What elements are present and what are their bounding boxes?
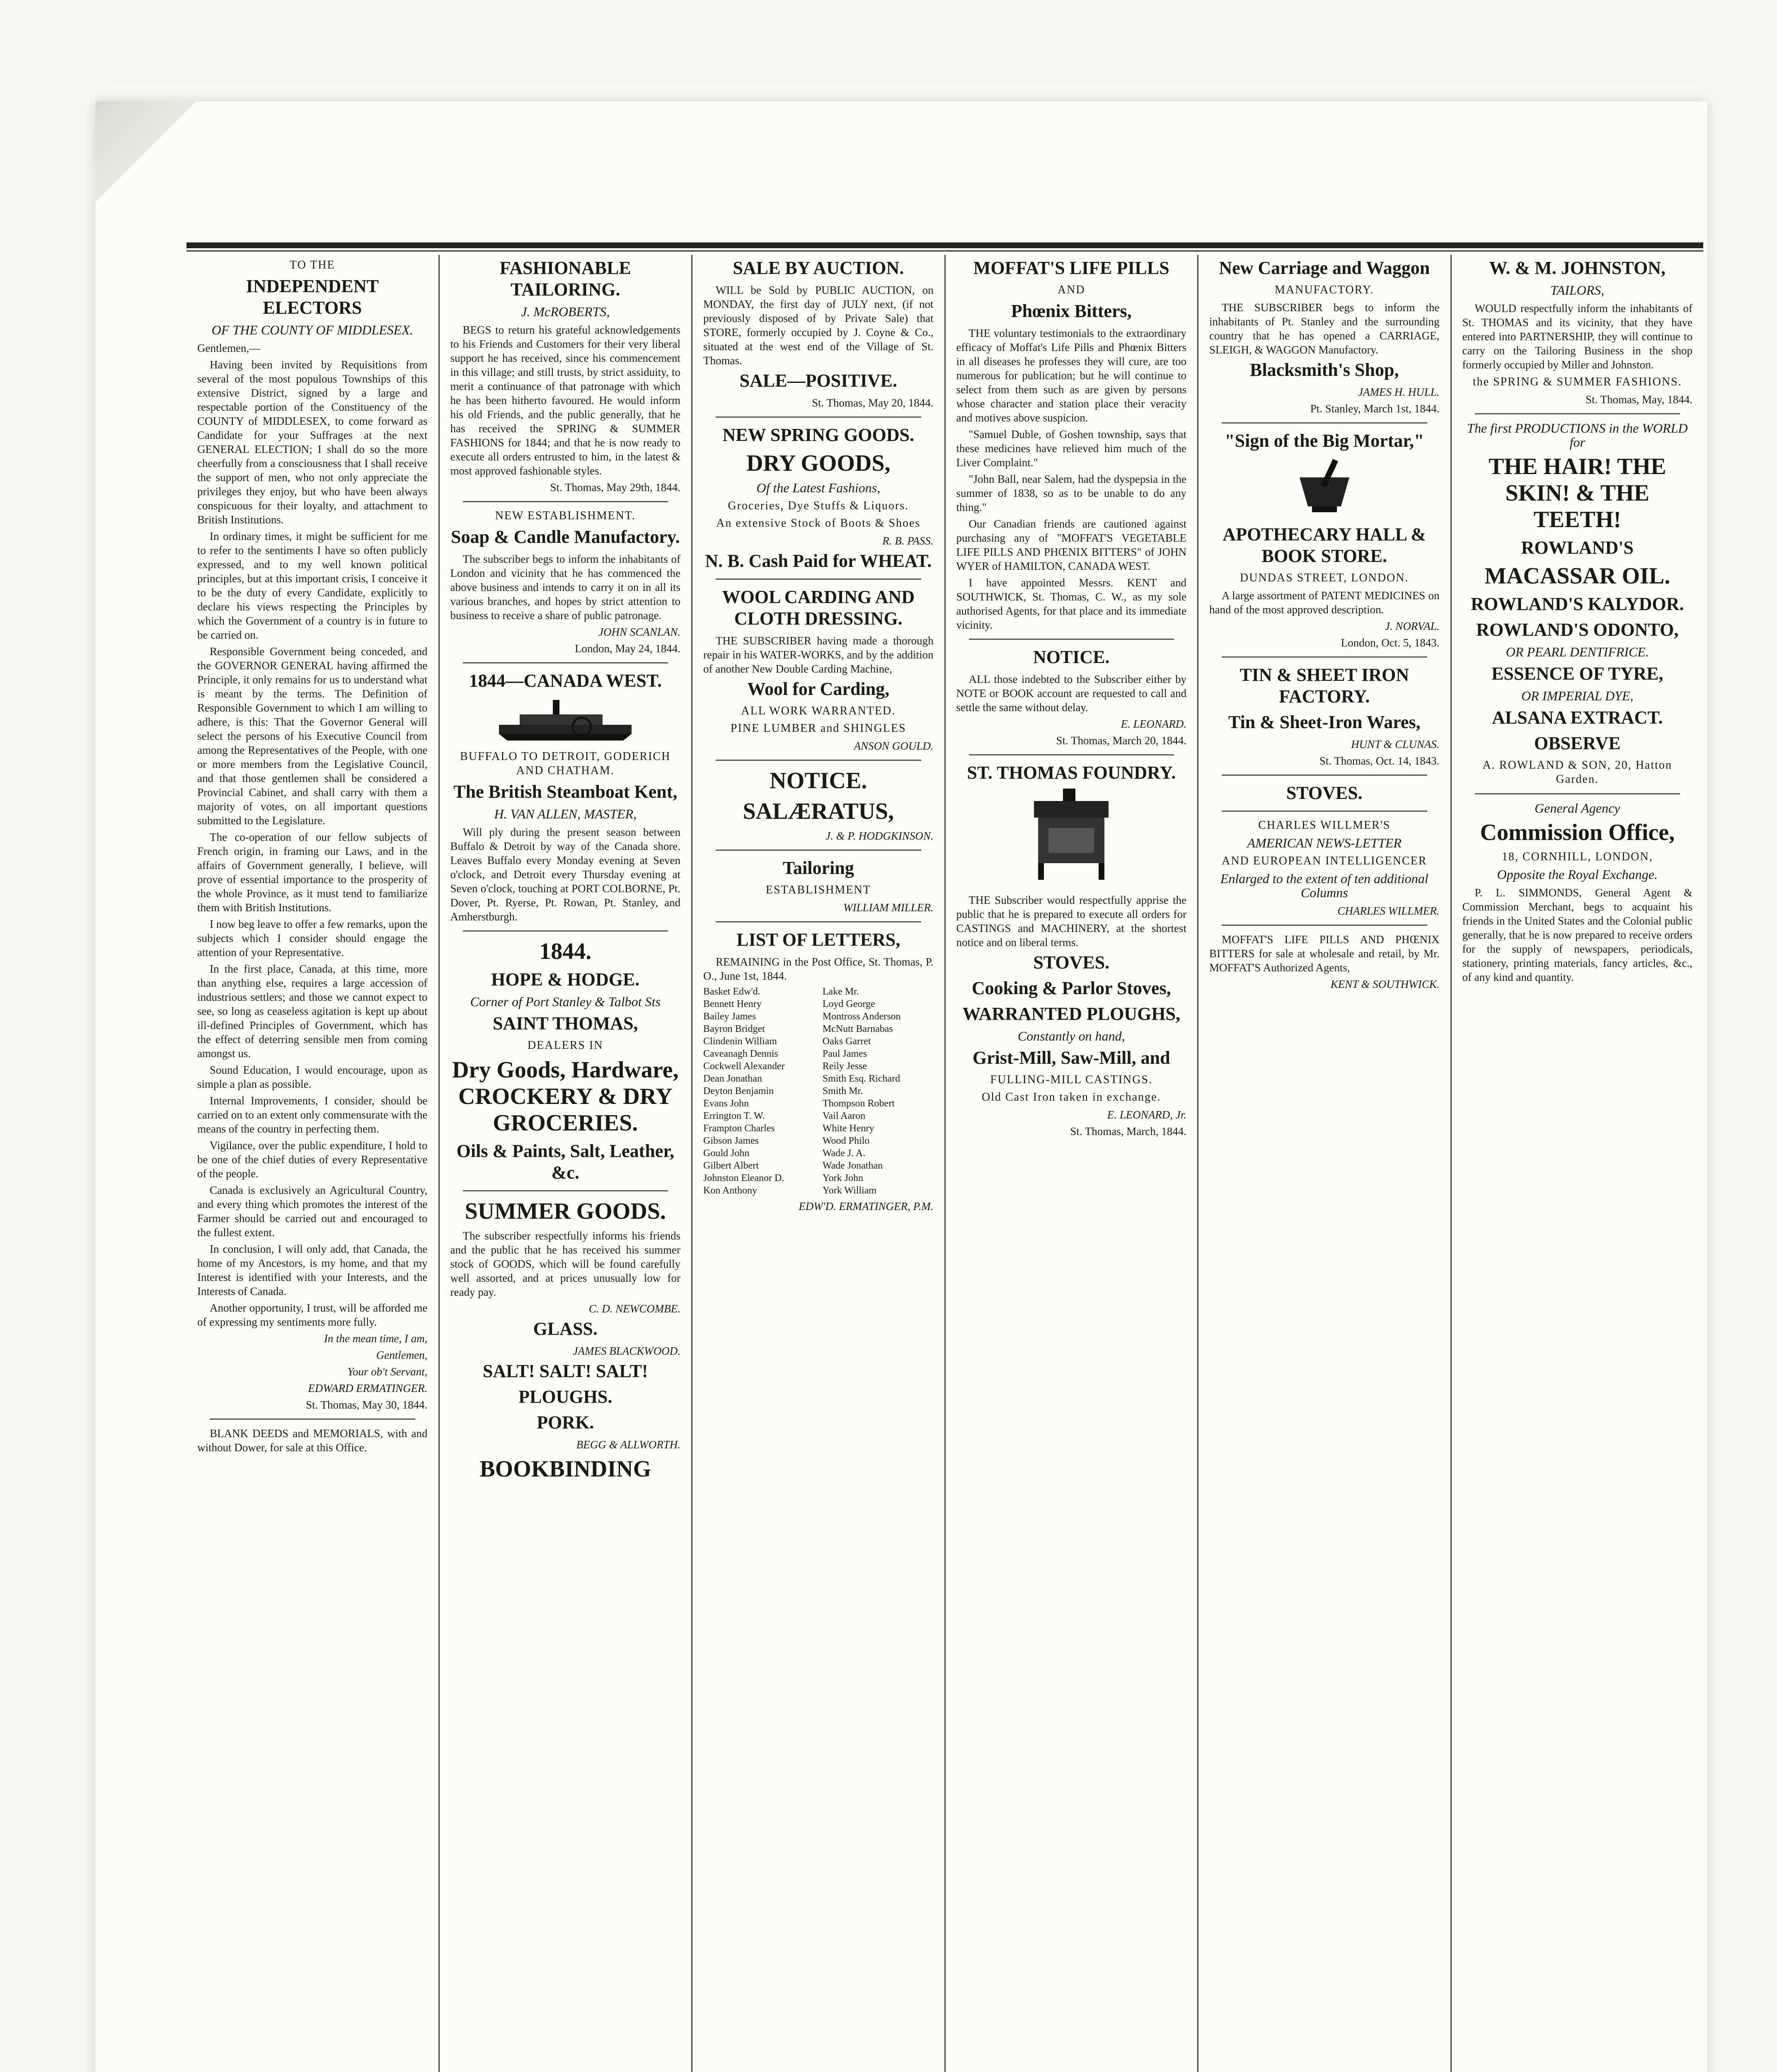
stove-icon	[1009, 789, 1133, 888]
dateline: St. Thomas, May, 1844.	[1585, 393, 1692, 406]
paragraph: The co-operation of our fellow subjects of French origin, in framing our Laws, and in the affairs of Government generally, I believe, will prove of essential importance to the prosperity of the whole Province, as it must tend to familiarize them with British Institutions.	[197, 831, 428, 914]
ad-title: NOTICE.	[770, 768, 867, 794]
column-electors	[186, 255, 438, 2072]
ad-title: WOOL CARDING AND CLOTH DRESSING.	[722, 587, 915, 629]
letter-entry: Errington T. W.	[703, 1111, 765, 1121]
ad-address: Corner of Port Stanley & Talbot Sts	[470, 994, 661, 1009]
ad-observe: OBSERVE	[1534, 733, 1621, 753]
ad-title: W. & M. JOHNSTON,	[1489, 258, 1666, 278]
ad-title: PORK.	[537, 1412, 594, 1433]
ad-name: JAMES H. HULL.	[1358, 386, 1440, 398]
dateline: Pt. Stanley, March 1st, 1844.	[1310, 402, 1440, 415]
ad-title: "Sign of the Big Mortar,"	[1225, 431, 1424, 451]
ad-title: CHARLES WILLMER'S	[1258, 819, 1391, 832]
ad-body: A large assortment of PATENT MEDICINES on hand of the most approved description.	[1209, 589, 1440, 616]
dateline: St. Thomas, Oct. 14, 1843.	[1319, 755, 1440, 767]
paragraph: Vigilance, over the public expenditure, I hold to be one of the chief duties of every Representative of the people.	[197, 1139, 428, 1180]
divider	[1222, 925, 1427, 926]
paragraph: In conclusion, I will only add, that Canada, the home of my Ancestors, is my home, and that my Interest is identified with your Interests, and the Interests of Canada.	[197, 1243, 428, 1297]
letter-entry: Lake Mr.	[822, 986, 859, 997]
ad-product: OR IMPERIAL DYE,	[1521, 688, 1634, 703]
page-corner-fold	[95, 102, 195, 201]
ad-name: C. D. NEWCOMBE.	[588, 1302, 680, 1315]
ad-productions: The first PRODUCTIONS in the WORLD for	[1467, 421, 1688, 450]
ad-subtitle: Wool for Carding,	[747, 679, 890, 699]
ad-title: HOPE & HODGE.	[491, 969, 640, 990]
letter-entry: Oaks Garret	[822, 1036, 871, 1047]
column-tailoring	[438, 255, 692, 2072]
letters-column-right	[823, 985, 934, 1197]
ad-hand: Constantly on hand,	[1017, 1029, 1125, 1043]
ad-goods: Dry Goods, Hardware, CROCKERY & DRY GROCERIES.	[452, 1057, 679, 1136]
letters-list	[703, 985, 934, 1197]
letter-entry: Reily Jesse	[822, 1061, 867, 1072]
dateline: St. Thomas, March 20, 1844.	[1056, 734, 1186, 747]
ad-town: SAINT THOMAS,	[493, 1013, 638, 1034]
ad-fashions: Of the Latest Fashions,	[756, 480, 881, 495]
ad-title: PLOUGHS.	[518, 1387, 613, 1407]
ad-name: BEGG & ALLWORTH.	[576, 1438, 680, 1451]
divider	[1222, 422, 1427, 424]
ad-title: Commission Office,	[1480, 820, 1675, 845]
greeting: Gentlemen,—	[197, 342, 261, 354]
ad-title: TIN & SHEET IRON FACTORY.	[1240, 665, 1409, 707]
divider	[716, 921, 921, 922]
ad-body: THE Subscriber would respectfully apprise the public that he is prepared to execute all orders for CASTINGS and MACHINERY, at the shortest notice and on liberal terms.	[956, 894, 1186, 949]
ad-subtitle: Grist-Mill, Saw-Mill, and	[972, 1048, 1170, 1068]
ad-body: THE SUBSCRIBER having made a thorough repair in his WATER-WORKS, and by the addition of another New Double Carding Machine,	[703, 634, 934, 675]
letter-entry: York William	[822, 1185, 876, 1196]
closing-line: Gentlemen,	[376, 1349, 428, 1361]
letter-entry: Gilbert Albert	[703, 1160, 759, 1171]
column-carriage	[1197, 255, 1450, 2072]
divider	[463, 1190, 668, 1191]
ad-pine: PINE LUMBER and SHINGLES	[730, 722, 906, 735]
divider	[716, 416, 921, 418]
paragraph: Responsible Government being conceded, and the GOVERNOR GENERAL having affirmed the Principle, it only remains for us to understand what is meant by the terms. The Definition of Responsible Government to which I am willing to adhere, is this: That the Governor General will select the persons of his Executive Council from among the Representatives of the People, with one or more members from the Legislative Council, and that those gentlemen shall be considered a Provincial Cabinet, and shall carry with them a majority of votes, on all important questions submitted to the Legislature.	[197, 645, 428, 827]
boat-master: H. VAN ALLEN, MASTER,	[494, 806, 637, 821]
ad-subtitle: ESTABLISHMENT	[765, 884, 871, 896]
ad-enlarged: Enlarged to the extent of ten additional Columns	[1220, 871, 1428, 900]
ad-subtitle: TAILORS,	[1550, 283, 1605, 298]
dateline: St. Thomas, May 29th, 1844.	[550, 481, 680, 494]
letter-entry: Bailey James	[703, 1011, 756, 1022]
letter-entry: Kon Anthony	[703, 1185, 758, 1196]
dateline: London, Oct. 5, 1843.	[1341, 637, 1440, 649]
letter-entry: Basket Edw'd.	[703, 986, 760, 997]
ad-subtitle: MANUFACTORY.	[1274, 283, 1374, 296]
ad-name: J. NORVAL.	[1385, 620, 1440, 632]
divider	[1222, 656, 1427, 658]
letter-entry: Smith Esq. Richard	[822, 1073, 901, 1084]
paragraph: I now beg leave to offer a few remarks, upon the subjects which I consider should engage the attention of your Representative.	[197, 918, 428, 959]
divider	[716, 579, 921, 580]
ad-body: BEGS to return his grateful acknowledgements to his Friends and Customers for their very liberal support he has received, since his commencement in this village; and still trusts, by strict assiduity, to merit a continuance of that patronage with which he has been hitherto favoured. He would inform his old Friends, and the public generally, that he has received the SPRING & SUMMER FASHIONS for 1844; and that he is now ready to execute all orders entrusted to him, in the latest & most approved fashionable styles.	[450, 324, 680, 477]
newspaper-columns	[186, 255, 1703, 2072]
divider	[969, 639, 1174, 640]
letter-entry: Thompson Robert	[822, 1098, 895, 1109]
ad-product: MACASSAR OIL.	[1484, 563, 1670, 589]
ad-iron: Old Cast Iron taken in exchange.	[981, 1091, 1161, 1104]
letter-entry: York John	[822, 1173, 864, 1184]
letter-entry: Vail Aaron	[822, 1111, 866, 1121]
ad-warranted: ALL WORK WARRANTED.	[741, 704, 896, 717]
ad-title: 1844—CANADA WEST.	[469, 670, 662, 691]
letters-intro: REMAINING in the Post Office, St. Thomas, P. O., June 1st, 1844.	[703, 956, 934, 982]
ad-name: CHARLES WILLMER.	[1337, 905, 1440, 917]
paragraph: Sound Education, I would encourage, upon as simple a plan as possible.	[197, 1064, 428, 1090]
divider	[1475, 793, 1680, 794]
letter-entry: Loyd George	[822, 999, 875, 1009]
letters-title: LIST OF LETTERS,	[736, 929, 901, 950]
divider	[1222, 811, 1427, 812]
address-to: TO THE	[289, 259, 335, 271]
letter-entry: Bennett Henry	[703, 999, 762, 1009]
ad-subtitle: Blacksmith's Shop,	[1250, 360, 1399, 380]
ad-title: Soap & Candle Manufactory.	[451, 527, 680, 547]
letter-entry: Johnston Eleanor D.	[703, 1173, 784, 1184]
ad-product: ALSANA EXTRACT.	[1492, 707, 1663, 728]
masthead-rule-thin	[186, 250, 1703, 252]
ad-title: Tailoring	[782, 858, 854, 878]
ad-name: E. LEONARD, Jr.	[1107, 1109, 1186, 1121]
letter-entry: Caveanagh Dennis	[703, 1048, 778, 1059]
route: BUFFALO TO DETROIT, GODERICH AND CHATHAM.	[460, 750, 671, 777]
ad-title: GLASS.	[533, 1319, 598, 1339]
ad-subtitle: APOTHECARY HALL & BOOK STORE.	[1223, 524, 1426, 566]
letter-entry: Clindenin William	[703, 1036, 777, 1047]
ad-wheat: N. B. Cash Paid for WHEAT.	[705, 551, 932, 571]
ad-subtitle: Tin & Sheet-Iron Wares,	[1228, 712, 1421, 732]
paragraph: Another opportunity, I trust, will be afforded me of expressing my sentiments more fully.	[197, 1302, 428, 1328]
ad-title: SUMMER GOODS.	[465, 1198, 666, 1224]
letter-entry: Evans John	[703, 1098, 749, 1109]
ad-dealers: DEALERS IN	[527, 1039, 603, 1052]
letter-entry: Paul James	[822, 1048, 867, 1059]
ad-boots: An extensive Stock of Boots & Shoes	[716, 517, 921, 530]
letter-entry: Wade J. A.	[822, 1148, 866, 1159]
ad-name: A. ROWLAND & SON, 20, Hatton Garden.	[1482, 759, 1672, 786]
divider	[716, 850, 921, 851]
ad-name: R. B. PASS.	[882, 535, 934, 547]
ad-product: ROWLAND'S ODONTO,	[1476, 620, 1679, 640]
ad-subtitle: AMERICAN NEWS-LETTER	[1247, 835, 1402, 850]
electors-headline: INDEPENDENT ELECTORS	[246, 276, 379, 318]
ad-title: FASHIONABLE TAILORING.	[499, 258, 631, 300]
ad-title: THE HAIR! THE SKIN! & THE TEETH!	[1489, 454, 1666, 533]
divider	[716, 760, 921, 761]
ad-title: MOFFAT'S LIFE PILLS	[973, 258, 1169, 278]
ad-body: P. L. SIMMONDS, General Agent & Commission Merchant, begs to acquaint his friends in the United States and the Colonial public generally, that he is now prepared to receive orders for the supply of newspapers, periodicals, stationery, printing materials, fancy articles, &c., of any kind and quantity.	[1462, 886, 1692, 983]
closing-line: Your ob't Servant,	[347, 1365, 428, 1378]
ad-body: MOFFAT'S LIFE PILLS AND PHŒNIX BITTERS for sale at wholesale and retail, by Mr. MOFFAT'S Authorized Agents,	[1209, 933, 1440, 974]
ad-product: ESSENCE OF TYRE,	[1491, 663, 1663, 684]
ad-title: BOOKBINDING	[479, 1456, 651, 1482]
ad-body: "John Ball, near Salem, had the dyspepsia in the summer of 1838, so as to be unable to do any thing."	[956, 473, 1186, 513]
ad-title: New Carriage and Waggon	[1219, 258, 1430, 278]
ad-dry-goods: DRY GOODS,	[746, 450, 891, 476]
steamboat-icon	[482, 696, 648, 746]
ad-label: SALE—POSITIVE.	[739, 370, 897, 391]
letter-entry: Gibson James	[703, 1135, 759, 1146]
ad-address: 18, CORNHILL, LONDON,	[1501, 850, 1653, 863]
ad-name: J. McROBERTS,	[521, 304, 610, 319]
ad-body: WOULD respectfully inform the inhabitants of St. THOMAS and its vicinity, that they have entered into PARTNERSHIP, they will continue to carry on the Tailoring Business in the shop formerly occupied by Miller and Johnston.	[1462, 302, 1692, 371]
ad-subtitle: Cooking & Parlor Stoves,	[971, 978, 1171, 998]
ad-body: "Samuel Duble, of Goshen township, says that these medicines have relieved him much of the Liver Complaint."	[956, 428, 1186, 469]
ad-name: JOHN SCANLAN.	[598, 626, 680, 638]
divider	[463, 930, 668, 932]
ad-name: EDW'D. ERMATINGER, P.M.	[799, 1200, 934, 1213]
boat-name: The British Steamboat Kent,	[453, 782, 678, 802]
letter-entry: Gould John	[703, 1148, 750, 1159]
letter-entry: Cockwell Alexander	[703, 1061, 785, 1072]
paragraph: Internal Improvements, I consider, should be carried on to an extent only commensurate with the means of the country in perfecting them.	[197, 1094, 428, 1135]
ad-subtitle: Phœnix Bitters,	[1011, 301, 1132, 321]
letter-entry: Wade Jonathan	[822, 1160, 883, 1171]
letter-entry: Bayron Bridget	[703, 1024, 765, 1034]
letter-entry: Smith Mr.	[822, 1086, 863, 1097]
paragraph: In ordinary times, it might be sufficient for me to refer to the sentiments I have so often publicly expressed, and to my well known political principles, but at this important crisis, I conceive it to be the duty of every Candidate, explicitly to declare his views respecting the Principles by which the Government of a country is in future to be carried on.	[197, 530, 428, 641]
ad-body: The subscriber respectfully informs his friends and the public that he has received his summer stock of GOODS, which will be found carefully well assorted, and at prices unusually low for ready pay.	[450, 1230, 680, 1298]
ad-name: HUNT & CLUNAS.	[1351, 738, 1440, 750]
ad-title: ST. THOMAS FOUNDRY.	[967, 762, 1176, 783]
letter-entry: Wood Philo	[822, 1135, 870, 1146]
ad-subtitle: WARRANTED PLOUGHS,	[962, 1004, 1181, 1024]
closing-line: In the mean time, I am,	[324, 1332, 428, 1345]
ad-title: SALT! SALT! SALT!	[482, 1361, 648, 1381]
letter-entry: Deyton Benjamin	[703, 1086, 774, 1097]
ad-oils: Oils & Paints, Salt, Leather, &c.	[456, 1141, 674, 1183]
ad-body: ALL those indebted to the Subscriber either by NOTE or BOOK account are requested to call and settle the same without delay.	[956, 673, 1186, 714]
ad-and: AND	[1057, 283, 1085, 296]
letter-entry: Dean Jonathan	[703, 1073, 762, 1084]
year-title: 1844.	[539, 939, 592, 964]
paragraph: Canada is exclusively an Agricultural Country, and every thing which promotes the interest of the Farmer should be carried out and encouraged to the fullest extent.	[197, 1184, 428, 1239]
ad-body: Will ply during the present season between Buffalo & Detroit by way of the Canada shore. Leaves Buffalo every Monday evening at Seven o'clock, and Detroit every Thursday evening at Seven o'clock, touching at PORT COLBORNE, Pt. Dover, Pt. Ryerse, Pt. Rowan, Pt. Stanley, and Amherstburgh.	[450, 826, 680, 923]
electors-subtitle: OF THE COUNTY OF MIDDLESEX.	[211, 322, 413, 337]
divider	[969, 754, 1174, 755]
signature: EDWARD ERMATINGER.	[308, 1382, 428, 1394]
ad-title: NEW SPRING GOODS.	[722, 425, 914, 445]
letter-entry: White Henry	[822, 1123, 874, 1134]
ad-address: Opposite the Royal Exchange.	[1497, 867, 1658, 882]
ad-heading: NEW ESTABLISHMENT.	[495, 509, 636, 522]
letter-entry: Montross Anderson	[822, 1011, 901, 1022]
ad-name: E. LEONARD.	[1121, 718, 1186, 730]
ad-body: WILL be Sold by PUBLIC AUCTION, on MONDAY, the first day of JULY next, (if not previously disposed of by Private Sale) that STORE, formerly occupied by J. Coyne & Co., situated at the west end of the Village of St. Thomas.	[703, 284, 934, 367]
paragraph: In the first place, Canada, at this time, more than anything else, requires a large accession of industrious settlers; and those we cannot expect to see, so long as ceaseless agitation is kept up about ill-defined Principles of Government, which has the effect of deterring sensible men from coming amongst us.	[197, 963, 428, 1060]
divider	[463, 501, 668, 502]
ad-product: ROWLAND'S KALYDOR.	[1471, 594, 1684, 614]
ad-title: STOVES.	[1033, 952, 1110, 973]
masthead-rule	[186, 242, 1703, 248]
ad-name: ANSON GOULD.	[854, 740, 934, 752]
ad-subtitle: AND EUROPEAN INTELLIGENCER	[1222, 854, 1427, 867]
divider	[1222, 775, 1427, 776]
dateline: St. Thomas, May 20, 1844.	[811, 397, 934, 409]
ad-fashions: the SPRING & SUMMER FASHIONS.	[1472, 375, 1682, 388]
ad-title: STOVES.	[1286, 783, 1363, 803]
ad-name: WILLIAM MILLER.	[843, 901, 934, 914]
ad-title: SALE BY AUCTION.	[733, 258, 904, 278]
dateline: St. Thomas, March, 1844.	[1070, 1125, 1186, 1138]
dateline: St. Thomas, May 30, 1844.	[305, 1399, 428, 1411]
ad-name: J. & P. HODGKINSON.	[825, 830, 934, 842]
dateline: London, May 24, 1844.	[575, 642, 680, 655]
ad-saleratus: SALÆRATUS,	[743, 799, 894, 824]
letters-column-left	[703, 985, 814, 1197]
ad-body: Our Canadian friends are cautioned against purchasing any of "MOFFAT'S VEGETABLE LIFE PILLS AND PHŒNIX BITTERS" of JOHN WYER of HAMILTON, CANADA WEST.	[956, 518, 1186, 572]
ad-body: THE SUBSCRIBER begs to inform the inhabitants of Pt. Stanley and the surrounding country that he has opened a CARRIAGE, SLEIGH, & WAGGON Manufactory.	[1209, 301, 1440, 356]
ad-groceries: Groceries, Dye Stuffs & Liquors.	[728, 499, 909, 512]
ad-body: The subscriber begs to inform the inhabitants of London and vicinity that he has commenced the above business and intends to carry it on in all its various branches, and hopes by strict attention to business to receive a share of public patronage.	[450, 553, 680, 622]
divider	[463, 662, 668, 663]
ad-name: KENT & SOUTHWICK.	[1330, 978, 1440, 990]
ad-address: DUNDAS STREET, LONDON.	[1240, 571, 1409, 584]
ad-castings: FULLING-MILL CASTINGS.	[990, 1073, 1152, 1086]
divider	[1475, 413, 1680, 414]
letter-entry: McNutt Barnabas	[822, 1024, 893, 1034]
letter-entry: Frampton Charles	[703, 1123, 775, 1134]
footer-notice: BLANK DEEDS and MEMORIALS, with and without Dower, for sale at this Office.	[197, 1427, 428, 1454]
divider	[210, 1418, 415, 1420]
ad-brand: ROWLAND'S	[1521, 537, 1634, 558]
column-moffat	[944, 255, 1198, 2072]
mortar-pestle-icon	[1283, 457, 1366, 519]
ad-title: NOTICE.	[1033, 647, 1110, 667]
ad-name: JAMES BLACKWOOD.	[573, 1345, 680, 1357]
column-auction	[691, 255, 944, 2072]
ad-body: THE voluntary testimonials to the extraordinary efficacy of Moffat's Life Pills and Phœnix Bitters in all diseases he professes they will cure, are too numerous for publication; but he will continue to select from them such as are given by persons whose character and station place their veracity and motives above suspicion.	[956, 327, 1186, 424]
paragraph: Having been invited by Requisitions from several of the most populous Townships of this extensive District, signed by a large and respectable portion of the Constituency of the COUNTY of MIDDLESEX, to come forward as Candidate for your Suffrages at the next GENERAL ELECTION; I shall do so the more cheerfully from a consciousness that I shall receive the support of men, who not only appreciate the privileges they enjoy, but who have been always conspicuous for their loyalty, and attachment to British Institutions.	[197, 358, 428, 526]
ad-body: I have appointed Messrs. KENT and SOUTHWICK, St. Thomas, C. W., as my sole authorised Agents, for that place and its immediate vicinity.	[956, 576, 1186, 631]
column-johnston	[1450, 255, 1704, 2072]
ad-title: General Agency	[1535, 801, 1620, 816]
ad-product: OR PEARL DENTIFRICE.	[1506, 644, 1649, 659]
